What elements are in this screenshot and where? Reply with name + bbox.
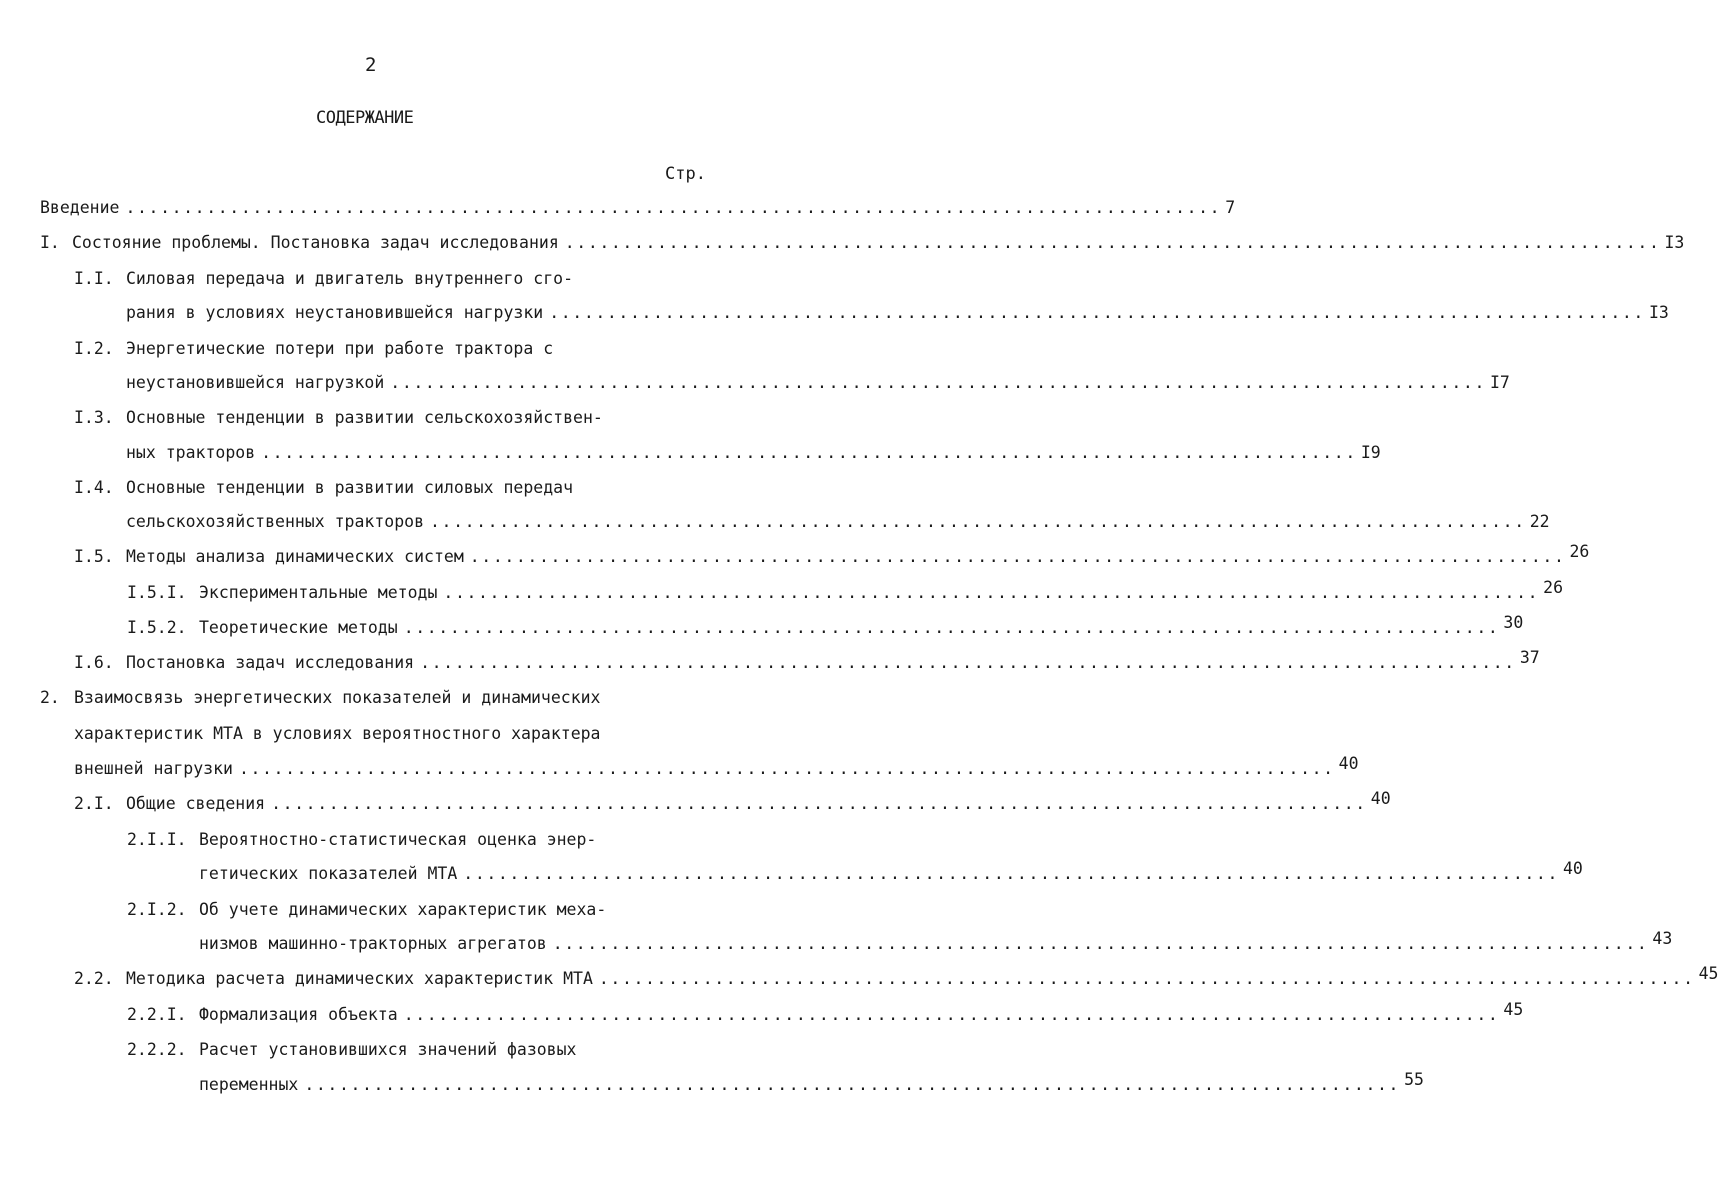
- toc-entry-text: Общие сведения: [126, 794, 266, 813]
- toc-entry-text: рания в условиях неустановившейся нагрузки: [126, 303, 544, 322]
- toc-entry-number: I.5.: [74, 547, 114, 566]
- toc-entry-1-5: [74, 542, 1590, 569]
- toc-entry-1-3: [74, 406, 603, 430]
- toc-entry-text: Экспериментальные методы: [199, 583, 438, 602]
- leader-dots: ...............................................................................................: [552, 934, 1649, 953]
- toc-entry-page: I3: [1664, 233, 1685, 252]
- toc-entry-2-1: [74, 789, 1391, 816]
- toc-entry-text: Формализация объекта: [199, 1005, 398, 1024]
- leader-dots: ...............................................................................................: [261, 443, 1357, 462]
- toc-entry-1-2: [74, 337, 553, 361]
- leader-dots: ...............................................................................................: [271, 794, 1367, 813]
- leader-dots: ...............................................................................................: [564, 233, 1661, 252]
- toc-entry-number: I.5.I.: [127, 583, 187, 602]
- toc-entry-text: Методы анализа динамических систем: [126, 547, 464, 566]
- toc-entry-text: внешней нагрузки: [74, 759, 233, 778]
- leader-dots: ...............................................................................................: [125, 198, 1222, 217]
- toc-entry-page: 7: [1225, 198, 1236, 217]
- toc-entry-1-4-continuation: [126, 510, 1550, 534]
- toc-entry-text: Расчет установившихся значений фазовых: [199, 1040, 577, 1059]
- toc-entry-text: Основные тенденции в развитии сельскохозяйствен-: [126, 408, 603, 427]
- toc-entry-1: [40, 231, 1685, 255]
- toc-entry-text: Об учете динамических характеристик меха-: [199, 900, 607, 919]
- toc-entry-1-4: [74, 476, 573, 500]
- toc-entry-text: Основные тенденции в развитии силовых передач: [126, 478, 574, 497]
- toc-entry-2-1-1: [127, 828, 596, 852]
- leader-dots: ...............................................................................................: [430, 512, 1526, 531]
- toc-entry-number: I.5.2.: [127, 618, 187, 637]
- toc-entry-2-2-2-continuation: [199, 1070, 1424, 1097]
- toc-entry-2-2-2: [127, 1038, 577, 1062]
- leader-dots: ...............................................................................................: [549, 303, 1645, 322]
- toc-entry-page: 40: [1563, 859, 1583, 878]
- leader-dots: ...............................................................................................: [403, 618, 1500, 637]
- toc-entry-2: [40, 686, 601, 710]
- toc-entry-1-2-continuation: [126, 371, 1510, 395]
- toc-entry-number: I.: [40, 233, 60, 252]
- toc-entry-page: 43: [1652, 929, 1673, 948]
- toc-entry-1-5-1: [127, 578, 1564, 605]
- leader-dots: ...............................................................................................: [463, 864, 1559, 883]
- toc-entry-text: Введение: [40, 198, 120, 217]
- toc-entry-text: Взаимосвязь энергетических показателей и динамических: [74, 688, 601, 707]
- toc-entry-page: 40: [1338, 754, 1359, 773]
- leader-dots: ...............................................................................................: [443, 583, 1540, 602]
- toc-entry-page: I7: [1490, 373, 1510, 392]
- toc-entry-text: Методика расчета динамических характеристик МТА: [126, 969, 593, 988]
- leader-dots: ...............................................................................................: [390, 373, 1486, 392]
- toc-entry-2-continuation: [74, 722, 601, 746]
- toc-entry-number: 2.I.2.: [127, 900, 187, 919]
- toc-entry-2-1-1-continuation: [199, 859, 1583, 886]
- toc-entry-number: 2.I.I.: [127, 830, 187, 849]
- toc-entry-page: 55: [1404, 1070, 1424, 1089]
- toc-entry-page: 22: [1529, 512, 1550, 531]
- leader-dots: ...............................................................................................: [238, 759, 1335, 778]
- toc-entry-page: 26: [1569, 542, 1590, 561]
- toc-entry-page: 45: [1503, 1000, 1524, 1019]
- toc-entry-number: 2.I.: [74, 794, 114, 813]
- toc-entry-text: характеристик МТА в условиях вероятностного характера: [74, 724, 601, 743]
- toc-entry-2-1-2-continuation: [199, 929, 1673, 956]
- toc-entry-page: 26: [1543, 578, 1564, 597]
- toc-entry-number: I.I.: [74, 269, 114, 288]
- toc-entry-number: I.2.: [74, 339, 114, 358]
- toc-entry-page: 37: [1519, 648, 1540, 667]
- toc-entry-text: Вероятностно-статистическая оценка энер-: [199, 830, 597, 849]
- leader-dots: ...............................................................................................: [598, 969, 1695, 988]
- toc-entry-text: Теоретические методы: [199, 618, 398, 637]
- leader-dots: ...............................................................................................: [469, 547, 1566, 566]
- toc-entry-number: I.6.: [74, 653, 114, 672]
- toc-entry-number: 2.2.I.: [127, 1005, 187, 1024]
- leader-dots: ...............................................................................................: [403, 1005, 1500, 1024]
- toc-entry-2-1-2: [127, 898, 606, 922]
- toc-entry-1-6: [74, 648, 1540, 675]
- toc-entry-2-continuation-2: [74, 754, 1359, 781]
- toc-entry-2-2-1: [127, 1000, 1524, 1027]
- toc-entry-text: низмов машинно-тракторных агрегатов: [199, 934, 547, 953]
- toc-entry-page: 40: [1370, 789, 1391, 808]
- toc-title: СОДЕРЖАНИЕ: [316, 108, 414, 128]
- leader-dots: ...............................................................................................: [304, 1075, 1401, 1094]
- toc-entry-1-1: [74, 267, 573, 291]
- toc-entry-2-2: [74, 964, 1718, 991]
- toc-entry-page: 45: [1698, 964, 1718, 983]
- toc-entry-1-1-continuation: [126, 301, 1669, 325]
- toc-entry-number: 2.2.: [74, 969, 114, 988]
- toc-entry-number: 2.2.2.: [127, 1040, 187, 1059]
- toc-entry-text: ных тракторов: [126, 443, 256, 462]
- toc-entry-page: 30: [1503, 613, 1524, 632]
- toc-entry-number: I.3.: [74, 408, 114, 427]
- toc-entry-text: сельскохозяйственных тракторов: [126, 512, 425, 531]
- toc-entry-text: Энергетические потери при работе трактора с: [126, 339, 554, 358]
- toc-entry-1-3-continuation: [126, 441, 1381, 465]
- toc-entry-intro: [40, 196, 1236, 220]
- toc-entry-text: переменных: [199, 1075, 299, 1094]
- toc-entry-number: 2.: [40, 688, 60, 707]
- toc-entry-1-5-2: [127, 613, 1524, 640]
- leader-dots: ...............................................................................................: [420, 653, 1516, 672]
- toc-entry-text: гетических показателей МТА: [199, 864, 458, 883]
- toc-entry-text: неустановившейся нагрузкой: [126, 373, 385, 392]
- page-number: 2: [365, 54, 377, 76]
- toc-entry-page: I9: [1360, 443, 1381, 462]
- page-column-header: Стр.: [665, 164, 706, 184]
- toc-entry-page: I3: [1648, 303, 1669, 322]
- toc-entry-text: Силовая передача и двигатель внутреннего сго-: [126, 269, 574, 288]
- toc-entry-number: I.4.: [74, 478, 114, 497]
- toc-entry-text: Постановка задач исследования: [126, 653, 415, 672]
- toc-entry-text: Состояние проблемы. Постановка задач исследования: [72, 233, 559, 252]
